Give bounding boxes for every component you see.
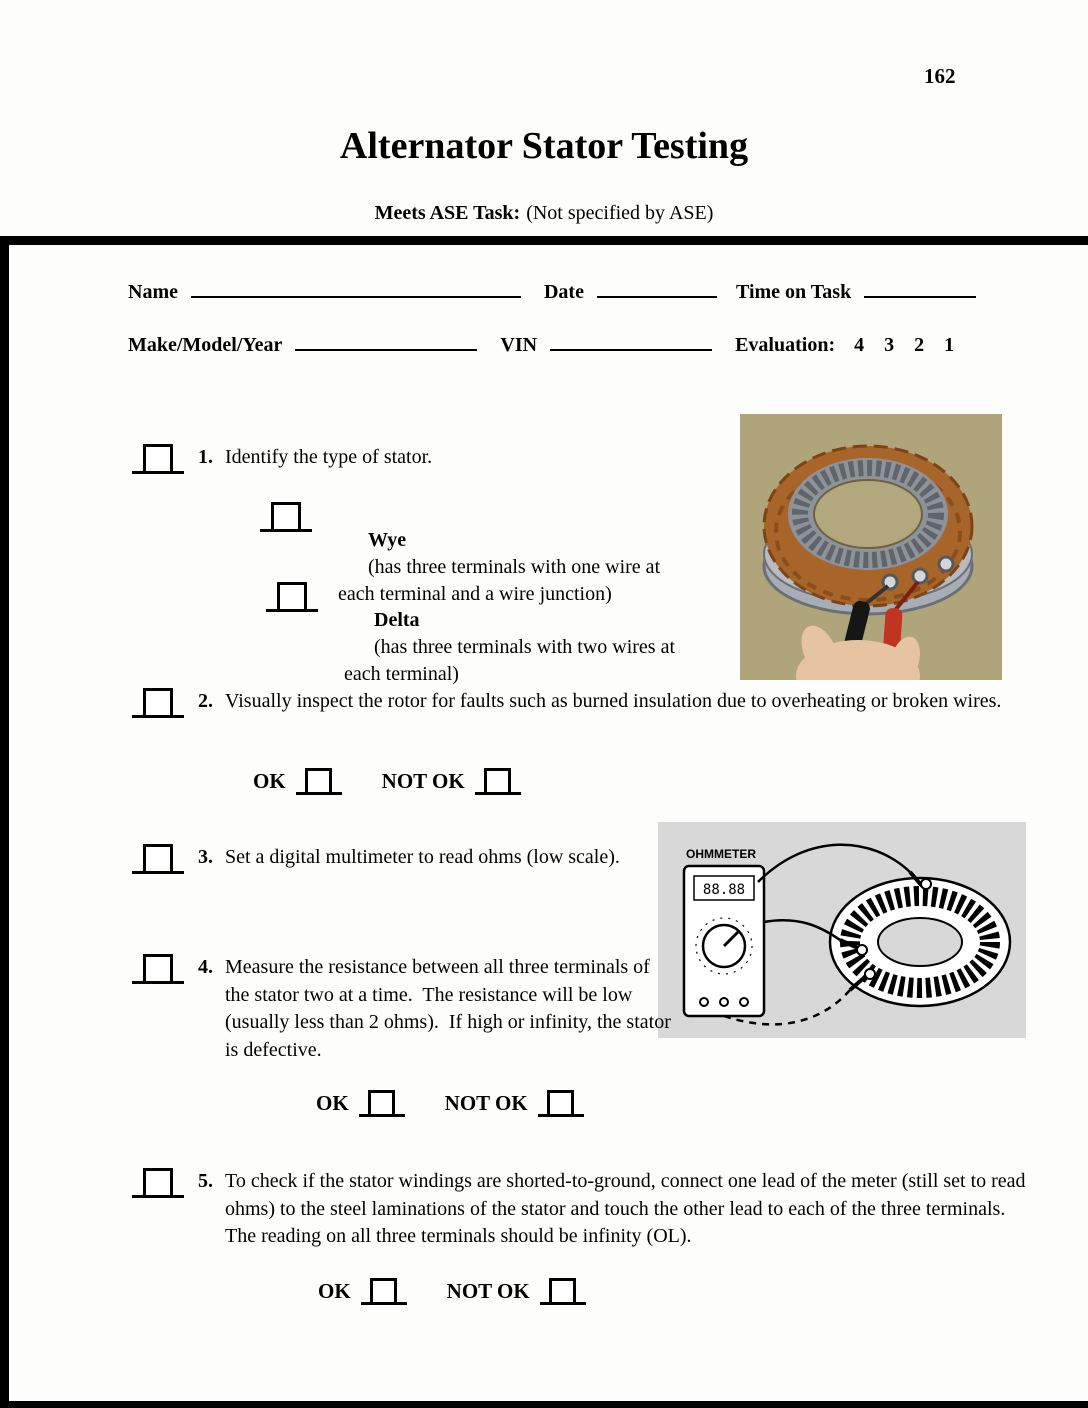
task-1-checkbox[interactable] [132,440,184,474]
make-model-year-label: Make/Model/Year [128,334,283,356]
task-4-text: Measure the resistance between all three terminals of the stator two at a time. The resistance will be low (usually less than 2 ohms). If high or infinity, the stator is defective. [225,956,676,1061]
task-5-number: 5. [198,1170,213,1192]
date-label: Date [543,281,584,303]
time-on-task-label: Time on Task [735,281,852,303]
task-1 [132,444,692,474]
vin-blank[interactable] [550,331,712,351]
checkbox-icon [305,768,332,795]
checkbox-icon [143,1168,173,1198]
stator-photo-drawing [740,414,1002,680]
meets-ase-task-label: Meets ASE Task: [374,202,521,224]
task-4 [132,954,698,1064]
ok-label: OK [318,1279,351,1303]
name-date-row [128,278,976,304]
page-title: Alternator Stator Testing [339,125,749,167]
task-2-text: Visually inspect the rotor for faults such as burned insulation due to overheating or broken wires. [225,690,1002,712]
checkbox-icon [143,688,173,718]
delta-label: Delta [374,609,420,631]
meets-ase-task-line [0,202,1088,225]
task-3-text: Set a digital multimeter to read ohms (low scale). [225,846,620,868]
make-model-year-blank[interactable] [295,331,477,351]
task-4-checkbox[interactable] [132,950,184,984]
ohmmeter-caption: OHMMETER [686,847,756,861]
not-ok-label: NOT OK [381,769,465,793]
task-2-ok-checkbox[interactable] [296,764,342,795]
task-5-checkbox[interactable] [132,1164,184,1198]
not-ok-label: NOT OK [446,1279,530,1303]
meter-display: 88.88 [702,882,746,898]
evaluation-label: Evaluation: [735,334,836,356]
task-2-ok-row [253,764,521,795]
task-3-number: 3. [198,846,213,868]
task-2 [132,688,1028,718]
vin-label: VIN [500,334,538,356]
wye-label: Wye [368,529,407,551]
task-2-not-ok-checkbox[interactable] [475,764,521,795]
checkbox-icon [549,1278,576,1305]
date-blank[interactable] [597,278,717,298]
name-blank[interactable] [191,278,521,298]
vehicle-row [128,331,954,357]
task-3 [132,844,648,874]
checkbox-icon [143,444,173,474]
task-3-checkbox[interactable] [132,840,184,874]
checkbox-icon [547,1090,574,1117]
scan-edge-bottom [0,1401,1088,1408]
checkbox-icon [277,582,307,612]
name-label: Name [128,281,178,303]
task-5-ok-row [318,1274,586,1305]
checkbox-icon [143,954,173,984]
task-5-text: To check if the stator windings are shorted-to-ground, connect one lead of the meter (still set to read ohms) to the steel laminations of the stator and touch the other lead to each of the three terminals. The reading on all three terminals should be infinity (OL). [225,1170,1031,1248]
not-ok-label: NOT OK [444,1091,528,1115]
meets-ase-task-value: (Not specified by ASE) [526,202,714,224]
evaluation-scale: 4 3 2 1 [854,334,955,356]
header-divider-rule [0,236,1088,245]
task-5 [132,1168,1078,1251]
task-5-not-ok-checkbox[interactable] [540,1274,586,1305]
delta-checkbox[interactable] [266,578,318,612]
wye-description: (has three terminals with one wire at each terminal and a wire junction) [338,556,666,605]
page-number: 162 [924,64,956,88]
ok-label: OK [253,769,286,793]
delta-description: (has three terminals with two wires at each terminal) [344,636,681,685]
checkbox-icon [271,502,301,532]
ohmmeter-figure [658,822,1026,1038]
task-2-number: 2. [198,690,213,712]
task-1-number: 1. [198,446,213,468]
checkbox-icon [370,1278,397,1305]
task-4-number: 4. [198,956,213,978]
checkbox-icon [143,844,173,874]
checkbox-icon [368,1090,395,1117]
scan-edge-left [0,236,9,1408]
task-4-not-ok-checkbox[interactable] [538,1086,584,1117]
task-1-text: Identify the type of stator. [225,446,433,468]
checkbox-icon [484,768,511,795]
ohmmeter-figure-drawing [658,822,1026,1038]
task-4-ok-checkbox[interactable] [359,1086,405,1117]
task-2-checkbox[interactable] [132,684,184,718]
task-5-ok-checkbox[interactable] [361,1274,407,1305]
stator-photo [740,414,1002,680]
task-4-ok-row [316,1086,584,1117]
ok-label: OK [316,1091,349,1115]
wye-checkbox[interactable] [260,498,312,532]
time-on-task-blank[interactable] [864,278,976,298]
